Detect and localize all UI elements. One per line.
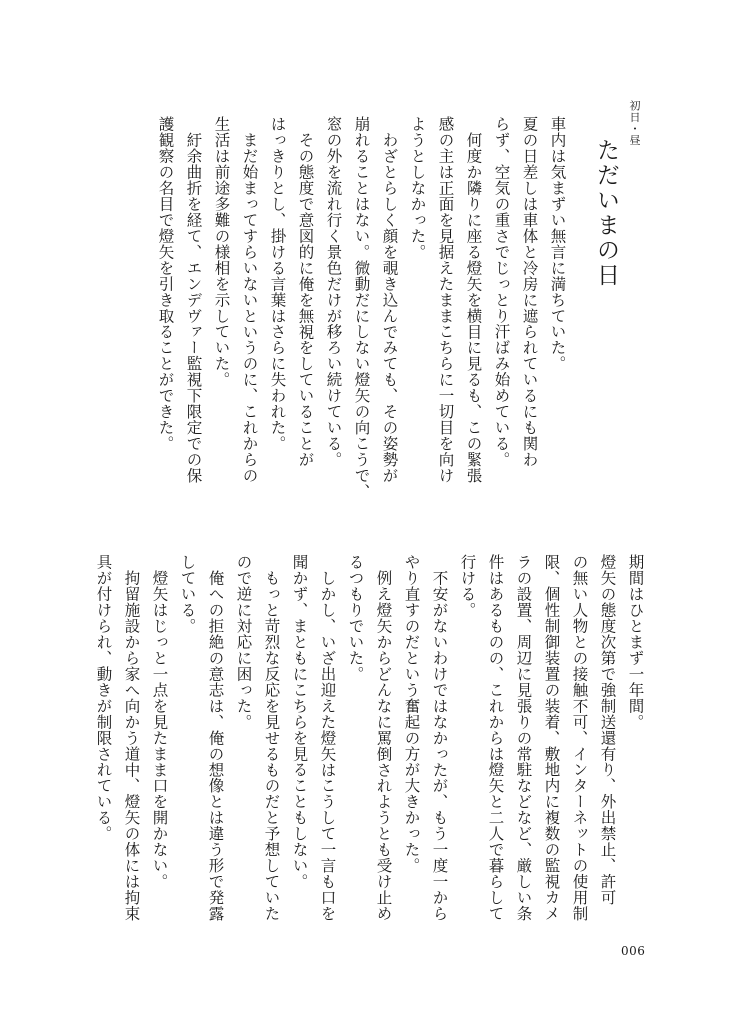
top-block-line-3: らず、空気の重さでじっとり汗ばみ始めている。: [492, 116, 511, 468]
bottom-block-line-17: している。: [178, 554, 197, 634]
bottom-block-line-10: 例え燈矢からどんなに罵倒されようとも受け止め: [374, 570, 393, 922]
top-block-line-7: わざとらしく顔を覗き込んでみても、その姿勢が: [380, 132, 399, 484]
bottom-block-line-19: 拘留施設から家へ向かう道中、燈矢の体には拘束: [122, 570, 141, 922]
bottom-block-line-3: の無い人物との接触不可、インターネットの使用制: [570, 554, 589, 922]
bottom-block-line-16: 俺への拒絶の意志は、俺の想像とは違う形で発露: [206, 570, 225, 922]
top-block-line-14: 紆余曲折を経て、エンデヴァー監視下限定での保: [184, 132, 203, 484]
top-block-line-6: ようとしなかった。: [408, 116, 427, 260]
section-label: 初日・昼: [628, 100, 641, 146]
bottom-block-line-4: 限、個性制御装置の装着、敷地内に複数の監視カメ: [542, 554, 561, 922]
top-block-line-9: 窓の外を流れ行く景色だけが移ろい続けている。: [324, 116, 343, 468]
top-block-line-13: 生活は前途多難の様相を示していた。: [212, 116, 231, 388]
top-block-line-8: 崩れることはない。微動だにしない燈矢の向こうで、: [352, 116, 371, 500]
bottom-block-line-11: るつもりでいた。: [346, 554, 365, 682]
page-number: 006: [621, 944, 646, 958]
top-block-line-11: はっきりとし、掛ける言葉はさらに失われた。: [268, 116, 287, 452]
bottom-block-line-9: やり直すのだという奮起の方が大きかった。: [402, 554, 421, 874]
top-block-line-15: 護観察の名目で燈矢を引き取ることができた。: [156, 116, 175, 452]
bottom-block-line-13: 聞かず、まともにこちらを見ることもしない。: [290, 554, 309, 890]
top-block-line-10: その態度で意図的に俺を無視をしていることが: [296, 132, 315, 468]
bottom-block-line-18: 燈矢はじっと一点を見たまま口を開かない。: [150, 570, 169, 890]
top-block-line-1: 車内は気まずい無言に満ちていた。: [548, 116, 567, 372]
chapter-title: ただいまの日: [593, 138, 619, 288]
bottom-block-line-8: 不安がないわけではなかったが、もう一度一から: [430, 570, 449, 922]
bottom-block-line-5: ラの設置、周辺に見張りの常駐などなど、厳しい条: [514, 554, 533, 922]
bottom-block-line-15: ので逆に対応に困った。: [234, 554, 253, 730]
bottom-block-line-2: 燈矢の態度次第で強制送還有り、外出禁止、許可: [598, 554, 617, 906]
top-block-line-2: 夏の日差しは車体と冷房に遮られているにも関わ: [520, 116, 539, 468]
bottom-block-line-6: 件はあるものの、これからは燈矢と二人で暮らして: [486, 554, 505, 922]
top-block-line-12: まだ始まってすらいないというのに、これからの: [240, 132, 259, 484]
top-block-line-5: 感の主は正面を見据えたままこちらに一切目を向け: [436, 116, 455, 484]
bottom-block-line-20: 具が付けられ、動きが制限されている。: [94, 554, 113, 842]
bottom-block-line-12: しかし、いざ出迎えた燈矢はこうして一言も口を: [318, 570, 337, 922]
bottom-block-line-1: 期間はひとまず一年間。: [626, 554, 645, 730]
bottom-block-line-14: もっと苛烈な反応を見せるものだと予想していた: [262, 570, 281, 922]
top-block-line-4: 何度か隣りに座る燈矢を横目に見るも、この緊張: [464, 132, 483, 484]
bottom-block-line-7: 行ける。: [458, 554, 477, 618]
